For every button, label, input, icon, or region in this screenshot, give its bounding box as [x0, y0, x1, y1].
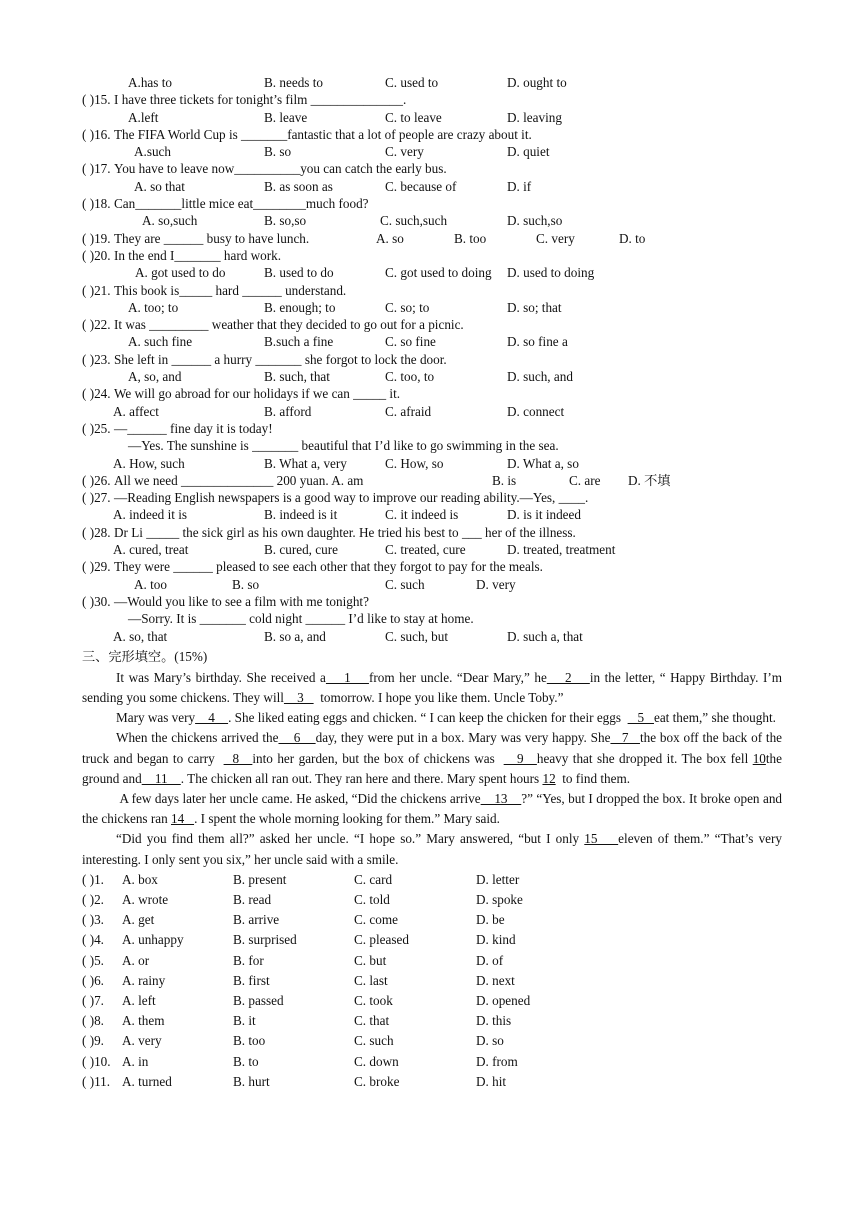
answer-option: B. surprised [233, 932, 297, 948]
passage-text: to find them. [555, 770, 631, 786]
blank-number: 4 [195, 710, 229, 726]
passage-text: day, they were put in a box. Mary was very happy. She [315, 730, 611, 746]
answer-option: C. pleased [354, 932, 409, 948]
passage-text: tomorrow. I hope you like them. Uncle Toby.” [313, 690, 564, 705]
answer-option: B. arrive [233, 912, 280, 928]
answer-option: A. left [122, 992, 156, 1008]
question-row [82, 316, 782, 333]
question-number: ( )27. [82, 490, 111, 506]
question-row [82, 420, 782, 437]
passage-text: It was Mary’s birthday. She received a [116, 669, 326, 685]
answer-option: D. so fine a [507, 334, 568, 350]
answer-option: A. box [122, 871, 158, 887]
answer-option: D. connect [507, 403, 565, 419]
passage-text: . I spent the whole morning looking for them.” Mary said. [194, 811, 500, 827]
blank-number: 8 [223, 750, 253, 766]
answer-option: C. it indeed is [385, 507, 459, 523]
answer-option: C. last [354, 972, 388, 988]
cloze-questions [82, 870, 782, 1092]
dialogue-line: —Sorry. It is _______ cold night ______ I’d like to stay at home. [128, 611, 474, 627]
question-stem: You have to leave now__________you can catch the early bus. [114, 161, 447, 177]
cloze-paragraph [82, 708, 782, 728]
question-row [82, 558, 782, 575]
answer-option: C. treated, cure [385, 542, 466, 558]
answer-option: B. as soon as [264, 178, 333, 194]
cloze-paragraph [82, 789, 786, 829]
cloze-question-row [82, 951, 782, 971]
question-number: ( )6. [82, 972, 104, 988]
answer-option: C. used to [385, 75, 439, 90]
answer-option: A. unhappy [122, 932, 184, 948]
question-row [82, 472, 782, 489]
blank-number: 3 [283, 690, 314, 705]
cloze-question-row [82, 930, 782, 950]
answer-option: D. very [476, 576, 516, 592]
question-row [82, 385, 782, 402]
answer-option: D. of [476, 952, 504, 968]
question-number: ( )3. [82, 912, 104, 928]
question-number: ( )15. [82, 92, 111, 108]
answer-option: A. affect [113, 403, 159, 419]
answer-option: A. got used to do [135, 265, 226, 281]
question-number: ( )11. [82, 1073, 111, 1089]
question-number: ( )2. [82, 892, 104, 908]
question-number: ( )29. [82, 559, 111, 575]
answer-option: B. leave [264, 109, 308, 125]
answer-option: D. so; that [507, 299, 562, 315]
blank-number: 9 [503, 750, 537, 766]
answer-option: B. too [233, 1033, 266, 1049]
question-row [82, 351, 782, 368]
question-row [82, 91, 782, 108]
question-stem: I have three tickets for tonight’s film ______________. [114, 92, 407, 108]
option-row [82, 299, 782, 316]
question-row [82, 524, 782, 541]
question-stem: This book is_____ hard ______ understand. [114, 282, 347, 298]
question-number: ( )18. [82, 196, 111, 212]
answer-option: B. first [233, 972, 270, 988]
answer-option: A. get [122, 912, 155, 928]
question-number: ( )17. [82, 161, 111, 177]
answer-option: B. needs to [264, 75, 323, 90]
answer-option: C. down [354, 1053, 399, 1069]
answer-option: C. so fine [385, 334, 436, 350]
question-stem: —Would you like to see a film with me tonight? [114, 593, 369, 609]
question-stem: In the end I_______ hard work. [114, 247, 282, 263]
answer-option: B. so [232, 576, 260, 592]
question-number: ( )21. [82, 282, 111, 298]
answer-option: B. so a, and [264, 628, 326, 644]
question-stem: She left in ______ a hurry _______ she forgot to lock the door. [114, 351, 447, 367]
option-row [82, 506, 782, 523]
answer-option: B. cured, cure [264, 542, 338, 558]
question-stem: We will go abroad for our holidays if we can _____ it. [114, 386, 401, 402]
answer-option: B. afford [264, 403, 312, 419]
answer-option: C. told [354, 892, 390, 908]
answer-option: A. too; to [128, 299, 179, 315]
question-row [82, 230, 782, 247]
blank-number: 13 [480, 791, 522, 807]
answer-option: C. broke [354, 1073, 400, 1089]
answer-option: B. indeed is it [264, 507, 338, 523]
answer-option: A.such [134, 144, 171, 160]
answer-option: B. enough; to [264, 299, 336, 315]
cloze-question-row [82, 991, 782, 1011]
passage-text: . She liked eating eggs and chicken. “ I can keep the chicken for their eggs [228, 710, 628, 726]
question-row [82, 593, 782, 610]
answer-option: A. too [134, 576, 167, 592]
answer-option: B. so,so [264, 213, 307, 229]
option-row [82, 576, 782, 593]
question-stem: Dr Li _____ the sick girl as his own daughter. He tried his best to ___ her of the illness. [114, 524, 576, 540]
option-row [82, 143, 782, 160]
question-stem: —Reading English newspapers is a good way to improve our reading ability.—Yes, ____. [114, 490, 589, 506]
question-stem: All we need ______________ 200 yuan. A. am [114, 472, 364, 488]
question-stem: They are ______ busy to have lunch. [114, 230, 310, 246]
passage-text: eleven of them.” “That’s very interesting. I only sent you six,” her uncle said with a smile. [82, 831, 786, 867]
answer-option: A.has to [128, 75, 172, 90]
answer-option: D. opened [476, 992, 531, 1008]
cloze-paragraph [82, 829, 786, 869]
cloze-question-row [82, 870, 782, 890]
answer-option: D. 不填 [628, 472, 671, 488]
question-stem: They were ______ pleased to see each other that they forgot to pay for the meals. [114, 559, 543, 575]
passage-text: A few days later her uncle came. He asked, “Did the chickens arrive [116, 791, 481, 807]
answer-option: D. hit [476, 1073, 507, 1089]
answer-option: A, so, and [128, 369, 182, 385]
answer-option: B. used to do [264, 265, 334, 281]
answer-option: D. What a, so [507, 455, 579, 471]
passage-text: . The chicken all ran out. They ran here and there. Mary spent hours [180, 770, 543, 786]
answer-option: A. rainy [122, 972, 166, 988]
cloze-question-row [82, 1031, 782, 1051]
answer-option: A. cured, treat [113, 542, 189, 558]
answer-option: C. afraid [385, 403, 432, 419]
exam-page [82, 74, 786, 1092]
blank-number: 12 [542, 770, 556, 786]
option-row [82, 333, 782, 350]
answer-option: C. such,such [380, 213, 448, 229]
option-row [82, 541, 782, 558]
answer-option: D. leaving [507, 109, 562, 125]
answer-option: C. such, but [385, 628, 449, 644]
option-row [82, 628, 782, 645]
question-number: ( )25. [82, 420, 111, 436]
question-number: ( )28. [82, 524, 111, 540]
answer-option: C. too, to [385, 369, 435, 385]
question-number: ( )8. [82, 1013, 104, 1029]
answer-option: A. so [376, 230, 404, 246]
cloze-question-row [82, 1072, 782, 1092]
answer-option: B. read [233, 892, 272, 908]
answer-option: B. it [233, 1013, 256, 1029]
blank-number: 1 [325, 669, 369, 685]
cloze-passage [82, 668, 786, 870]
option-row [82, 437, 782, 454]
multiple-choice-section [82, 74, 782, 645]
answer-option: D. from [476, 1053, 518, 1069]
passage-text: the box off the back of the truck and began to carry [82, 730, 786, 766]
passage-text: from her uncle. “Dear Mary,” he [368, 669, 547, 685]
answer-option: A. in [122, 1053, 149, 1069]
question-number: ( )20. [82, 247, 111, 263]
passage-text: Mary was very [116, 710, 196, 726]
answer-option: C. How, so [385, 455, 444, 471]
answer-option: B. present [233, 871, 287, 887]
question-number: ( )9. [82, 1033, 104, 1049]
question-row [82, 160, 782, 177]
answer-option: A. How, such [113, 455, 185, 471]
cloze-question-row [82, 910, 782, 930]
blank-number: 2 [546, 669, 590, 685]
question-number: ( )22. [82, 317, 111, 333]
answer-option: B. What a, very [264, 455, 347, 471]
cloze-paragraph [82, 668, 786, 708]
question-stem: Can_______little mice eat________much food? [114, 196, 369, 212]
answer-option: D. so [476, 1033, 504, 1049]
answer-option: C. that [354, 1013, 390, 1029]
question-number: ( )24. [82, 386, 111, 402]
answer-option: B. passed [233, 992, 284, 1008]
option-row [82, 610, 782, 627]
answer-option: A. them [122, 1013, 165, 1029]
cloze-paragraph [82, 728, 786, 789]
answer-option: A. such fine [128, 334, 193, 350]
answer-option: C. card [354, 871, 393, 887]
option-row [82, 368, 782, 385]
answer-option: C. come [354, 912, 398, 928]
answer-option: C. such [354, 1033, 394, 1049]
answer-option: C. took [354, 992, 393, 1008]
question-row [82, 247, 782, 264]
answer-option: A.left [128, 109, 159, 125]
blank-number: 11 [141, 770, 181, 786]
blank-number: 6 [278, 730, 316, 746]
passage-text: When the chickens arrived the [116, 730, 279, 746]
answer-option: C. such [385, 576, 425, 592]
answer-option: C. very [536, 230, 575, 246]
question-stem: It was _________ weather that they decided to go out for a picnic. [114, 317, 464, 333]
passage-text: heavy that she dropped it. The box fell [536, 750, 753, 766]
answer-option: A. so, that [113, 628, 168, 644]
option-row [82, 212, 782, 229]
blank-number: 7 [610, 730, 640, 746]
answer-option: C. to leave [385, 109, 442, 125]
answer-option: B. so [264, 144, 292, 160]
answer-option: A. indeed it is [113, 507, 187, 523]
question-number: ( )23. [82, 351, 111, 367]
question-stem: The FIFA World Cup is _______fantastic that a lot of people are crazy about it. [114, 126, 532, 142]
answer-option: A. very [122, 1033, 162, 1049]
cloze-question-row [82, 971, 782, 991]
passage-text: in the letter, “ Happy Birthday. I’m sending you some chickens. They will [82, 669, 786, 705]
passage-text: the ground and [82, 750, 786, 786]
question-row [82, 282, 782, 299]
answer-option: D. spoke [476, 892, 523, 908]
question-number: ( )19. [82, 230, 111, 246]
blank-number: 15 [584, 831, 619, 847]
question-stem: —______ fine day it is today! [114, 420, 273, 436]
answer-option: D. be [476, 912, 505, 928]
option-row [82, 403, 782, 420]
answer-option: D. letter [476, 871, 520, 887]
question-number: ( )5. [82, 952, 104, 968]
cloze-question-row [82, 1052, 782, 1072]
answer-option: C. so; to [385, 299, 430, 315]
answer-option: C. because of [385, 178, 457, 194]
cloze-question-row [82, 1011, 782, 1031]
passage-text: into her garden, but the box of chickens was [252, 750, 504, 766]
answer-option: D. next [476, 972, 515, 988]
answer-option: D. such a, that [507, 628, 583, 644]
option-row [82, 455, 782, 472]
answer-option: D. such,so [507, 213, 563, 229]
answer-option: B.such a fine [264, 334, 334, 350]
answer-option: C. but [354, 952, 387, 968]
question-number: ( )7. [82, 992, 104, 1008]
blank-number: 5 [627, 710, 654, 726]
blank-number: 10 [752, 750, 766, 766]
question-row [82, 126, 782, 143]
answer-option: D. quiet [507, 144, 550, 160]
answer-option: C. very [385, 144, 424, 160]
answer-option: D. to [619, 230, 646, 246]
question-number: ( )4. [82, 932, 104, 948]
answer-option: D. this [476, 1013, 512, 1029]
answer-option: A. turned [122, 1073, 172, 1089]
answer-option: B. is [492, 472, 517, 488]
question-number: ( )26. [82, 472, 111, 488]
option-row [82, 178, 782, 195]
question-number: ( )16. [82, 126, 111, 142]
option-row [82, 264, 782, 281]
passage-text: “Did you find them all?” asked her uncle. “I hope so.” Mary answered, “but I only [116, 831, 585, 847]
passage-text: ?” “Yes, but I dropped the box. It broke open and the chickens ran [82, 791, 786, 827]
answer-option: A. wrote [122, 892, 169, 908]
option-row [82, 74, 782, 91]
blank-number: 14 [170, 811, 195, 827]
answer-option: D. used to doing [507, 265, 595, 281]
answer-option: C. are [569, 472, 601, 488]
answer-option: B. hurt [233, 1073, 270, 1089]
cloze-section-title: 三、完形填空。(15%) [82, 648, 208, 664]
answer-option: B. such, that [264, 369, 330, 385]
answer-option: B. for [233, 952, 264, 968]
answer-option: D. is it indeed [507, 507, 581, 523]
question-number: ( )30. [82, 593, 111, 609]
question-row [82, 195, 782, 212]
question-row [82, 489, 782, 506]
answer-option: D. kind [476, 932, 516, 948]
passage-text: eat them,” she thought. [653, 710, 776, 726]
answer-option: A. or [122, 952, 150, 968]
option-row [82, 109, 782, 126]
answer-option: B. too [454, 230, 487, 246]
answer-option: B. to [233, 1053, 259, 1069]
answer-option: C. got used to doing [385, 265, 492, 281]
dialogue-line: —Yes. The sunshine is _______ beautiful that I’d like to go swimming in the sea. [128, 438, 559, 454]
question-number: ( )1. [82, 871, 104, 887]
answer-option: D. such, and [507, 369, 573, 385]
question-number: ( )10. [82, 1053, 111, 1069]
answer-option: D. ought to [507, 75, 567, 90]
answer-option: D. treated, treatment [507, 542, 616, 558]
answer-option: A. so,such [142, 213, 198, 229]
answer-option: A. so that [134, 178, 185, 194]
answer-option: D. if [507, 178, 532, 194]
cloze-question-row [82, 890, 782, 910]
